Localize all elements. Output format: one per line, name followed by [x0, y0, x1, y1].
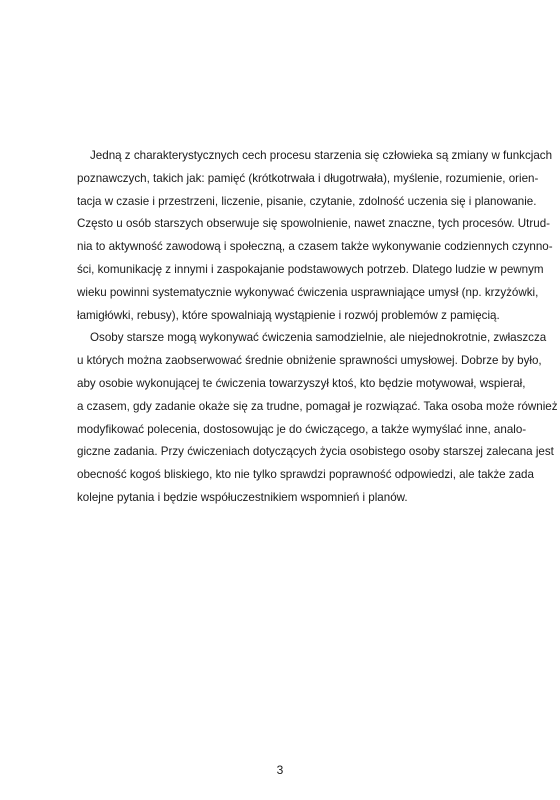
body-text	[77, 145, 558, 510]
text-line: wieku powinni systematycznie wykonywać ćwiczenia usprawniające umysł (np. krzyżówki,	[77, 285, 539, 299]
paragraph-1	[77, 145, 553, 327]
page-number: 3	[276, 763, 284, 777]
text-line: giczne zadania. Przy ćwiczeniach dotyczących życia osobistego osoby starszej zalecana jest	[77, 445, 554, 459]
text-line: a czasem, gdy zadanie okaże się za trudne, pomagał je rozwiązać. Taka osoba może również	[77, 399, 558, 413]
text-line: Często u osób starszych obserwuje się spowolnienie, nawet znaczne, tych procesów. Utrud-	[77, 217, 550, 231]
text-line: modyfikować polecenia, dostosowując je do ćwiczącego, a także wymyślać inne, analo-	[77, 422, 527, 436]
text-line: u których można zaobserwować średnie obniżenie sprawności umysłowej. Dobrze by było,	[77, 354, 542, 368]
text-line: Jedną z charakterystycznych cech procesu starzenia się człowieka są zmiany w funkcjach	[90, 149, 553, 162]
text-line: obecność kogoś bliskiego, kto nie tylko sprawdzi poprawność odpowiedzi, ale także zada	[77, 468, 534, 482]
text-line: tacja w czasie i przestrzeni, liczenie, pisanie, czytanie, zdolność uczenia się i planowanie.	[77, 194, 537, 208]
text-line: Osoby starsze mogą wykonywać ćwiczenia samodzielnie, ale niejednokrotnie, zwłaszcza	[90, 331, 547, 345]
text-line: aby osobie wykonującej te ćwiczenia towarzyszył ktoś, kto będzie motywował, wspierał,	[77, 376, 526, 390]
text-line: łamigłówki, rebusy), które spowalniają wystąpienie i rozwój problemów z pamięcią.	[77, 308, 500, 322]
text-line: kolejne pytania i będzie współuczestnikiem wspomnień i planów.	[77, 490, 408, 504]
text-line: nia to aktywność zawodową i społeczną, a czasem także wykonywanie codziennych czynno-	[77, 240, 553, 254]
paragraph-2	[77, 327, 558, 509]
text-line: ści, komunikację z innymi i zaspokajanie podstawowych potrzeb. Dlatego ludzie w pewnym	[77, 262, 544, 276]
text-line: poznawczych, takich jak: pamięć (krótkotrwała i długotrwała), myślenie, rozumienie, orien-	[77, 171, 539, 185]
